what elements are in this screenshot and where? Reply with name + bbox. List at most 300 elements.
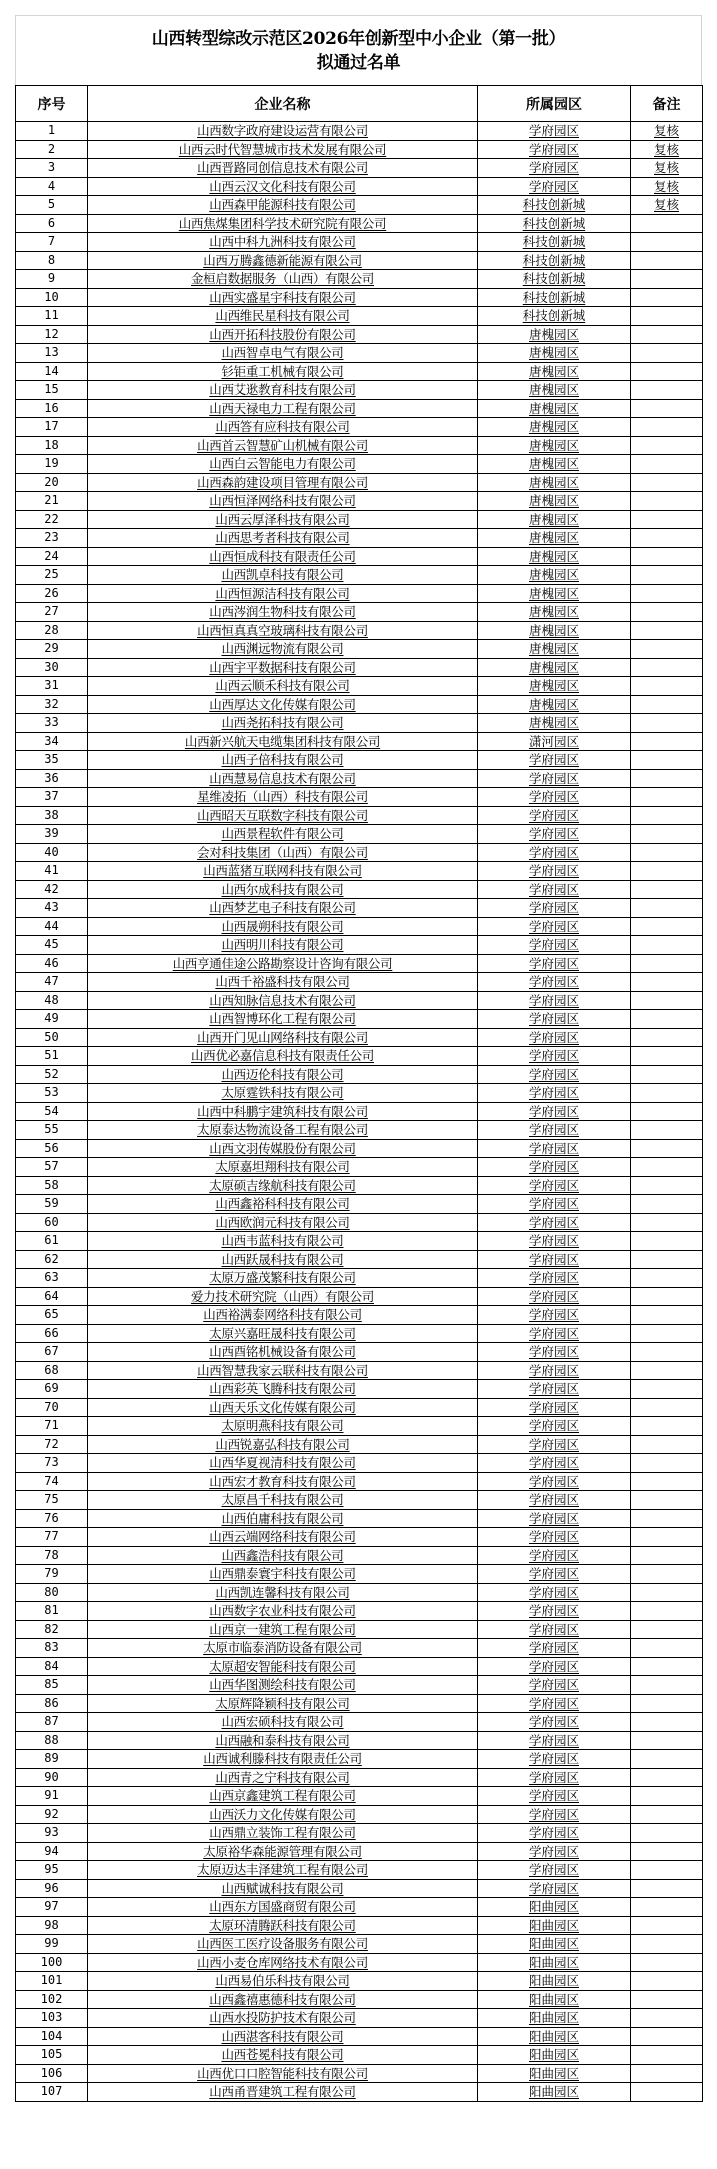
park-link[interactable]: 学府园区 — [528, 1658, 579, 1674]
company-name-link[interactable]: 太原硕吉缘航科技有限公司 — [209, 1177, 356, 1193]
park-link[interactable]: 学府园区 — [528, 1436, 579, 1452]
company-name-link[interactable]: 山西湛客科技有限公司 — [221, 2028, 344, 2044]
park-cell — [478, 122, 631, 141]
park-link[interactable]: 学府园区 — [528, 1029, 579, 1045]
park-link[interactable]: 学府园区 — [528, 807, 579, 823]
park-link[interactable]: 唐槐园区 — [528, 400, 579, 416]
company-name-link[interactable]: 山西景程软件有限公司 — [221, 826, 344, 842]
park-link[interactable]: 阳曲园区 — [528, 1954, 579, 1970]
company-name-link[interactable]: 山西京鑫建筑工程有限公司 — [209, 1788, 356, 1804]
company-name-link[interactable]: 山西智慧我家云联科技有限公司 — [197, 1362, 368, 1378]
company-name-link[interactable]: 太原嘉坦翔科技有限公司 — [215, 1159, 350, 1175]
table-row — [16, 325, 703, 344]
company-name-cell — [88, 1250, 478, 1269]
park-link[interactable]: 科技创新城 — [522, 215, 586, 231]
company-name-link[interactable]: 太原泰达物流设备工程有限公司 — [197, 1122, 368, 1138]
company-name-link[interactable]: 山西宇平数据科技有限公司 — [209, 659, 356, 675]
company-name-link[interactable]: 山西迈伦科技有限公司 — [221, 1066, 344, 1082]
remarks-cell — [631, 1028, 703, 1047]
table-row — [16, 1657, 703, 1676]
park-link[interactable]: 学府园区 — [528, 1751, 579, 1767]
remarks-cell — [631, 1213, 703, 1232]
park-link[interactable]: 学府园区 — [528, 1825, 579, 1841]
park-link[interactable]: 学府园区 — [528, 863, 579, 879]
company-name-link[interactable]: 山西云汉文化科技有限公司 — [209, 178, 356, 194]
park-link[interactable]: 学府园区 — [528, 752, 579, 768]
company-name-link[interactable]: 山西京一建筑工程有限公司 — [209, 1621, 356, 1637]
park-link[interactable]: 学府园区 — [528, 881, 579, 897]
remarks-cell — [631, 1417, 703, 1436]
company-name-link[interactable]: 山西开门见山网络科技有限公司 — [197, 1029, 368, 1045]
park-link[interactable]: 唐槐园区 — [528, 437, 579, 453]
park-cell — [478, 1713, 631, 1732]
company-name-cell — [88, 455, 478, 474]
company-name-link[interactable]: 太原辉降颖科技有限公司 — [215, 1695, 350, 1711]
park-cell — [478, 1491, 631, 1510]
park-link[interactable]: 学府园区 — [528, 1492, 579, 1508]
park-cell — [478, 362, 631, 381]
company-name-link[interactable]: 山西智博环化工程有限公司 — [209, 1011, 356, 1027]
company-name-link[interactable]: 山西白云智能电力有限公司 — [209, 456, 356, 472]
park-link[interactable]: 学府园区 — [528, 1455, 579, 1471]
table-row — [16, 603, 703, 622]
company-name-link[interactable]: 山西凯连馨科技有限公司 — [215, 1584, 350, 1600]
company-name-link[interactable]: 山西天乐文化传媒有限公司 — [209, 1399, 356, 1415]
park-link[interactable]: 科技创新城 — [522, 252, 586, 268]
park-cell — [478, 1472, 631, 1491]
remarks-cell — [631, 1620, 703, 1639]
park-link[interactable]: 学府园区 — [528, 1584, 579, 1600]
park-link[interactable]: 学府园区 — [528, 992, 579, 1008]
company-name-link[interactable]: 山西沃力文化传媒有限公司 — [209, 1806, 356, 1822]
company-name-cell — [88, 1269, 478, 1288]
remarks-cell — [631, 825, 703, 844]
park-link[interactable]: 阳曲园区 — [528, 2084, 579, 2100]
company-name-cell — [88, 862, 478, 881]
table-row — [16, 1195, 703, 1214]
company-name-link[interactable]: 山西天禄电力工程有限公司 — [209, 400, 356, 416]
serial-number-cell: 31 — [16, 677, 88, 696]
park-link[interactable]: 学府园区 — [528, 1714, 579, 1730]
company-name-link[interactable]: 山西答有应科技有限公司 — [215, 419, 350, 435]
company-name-link[interactable]: 山西东方国盛商贸有限公司 — [209, 1899, 356, 1915]
park-link[interactable]: 唐槐园区 — [528, 585, 579, 601]
company-name-link[interactable]: 山西晋路同创信息技术有限公司 — [197, 160, 368, 176]
company-name-link[interactable]: 山西伯庸科技有限公司 — [221, 1510, 344, 1526]
park-cell — [478, 677, 631, 696]
company-name-link[interactable]: 山西水投防护技术有限公司 — [209, 2010, 356, 2026]
park-link[interactable]: 学府园区 — [528, 1473, 579, 1489]
remarks-cell — [631, 1953, 703, 1972]
park-link[interactable]: 唐槐园区 — [528, 678, 579, 694]
park-link[interactable]: 唐槐园区 — [528, 326, 579, 342]
serial-number-cell: 51 — [16, 1047, 88, 1066]
company-name-link[interactable]: 山西鼎泰寰宇科技有限公司 — [209, 1566, 356, 1582]
park-link[interactable]: 学府园区 — [528, 937, 579, 953]
park-link[interactable]: 学府园区 — [528, 1048, 579, 1064]
park-link[interactable]: 学府园区 — [528, 974, 579, 990]
remarks-text: 复核 — [653, 123, 679, 139]
park-link[interactable]: 学府园区 — [528, 1621, 579, 1637]
company-name-link[interactable]: 山西渊远物流有限公司 — [221, 641, 344, 657]
remarks-cell — [631, 1879, 703, 1898]
park-link[interactable]: 学府园区 — [528, 1862, 579, 1878]
remarks-cell — [631, 732, 703, 751]
table-row — [16, 917, 703, 936]
header-company-name: 企业名称 — [88, 86, 478, 122]
company-name-link[interactable]: 太原霆铁科技有限公司 — [221, 1085, 344, 1101]
company-name-cell — [88, 1879, 478, 1898]
park-link[interactable]: 唐槐园区 — [528, 511, 579, 527]
company-name-link[interactable]: 山西实盛星宇科技有限公司 — [209, 289, 356, 305]
company-name-link[interactable]: 山西华夏视清科技有限公司 — [209, 1455, 356, 1471]
serial-number-cell: 63 — [16, 1269, 88, 1288]
park-link[interactable]: 学府园区 — [528, 918, 579, 934]
park-link[interactable]: 学府园区 — [528, 770, 579, 786]
serial-number-cell: 48 — [16, 991, 88, 1010]
park-link[interactable]: 阳曲园区 — [528, 2065, 579, 2081]
company-name-link[interactable]: 山西宏才教育科技有限公司 — [209, 1473, 356, 1489]
company-name-link[interactable]: 山西恒成科技有限责任公司 — [209, 548, 356, 564]
company-name-link[interactable]: 山西厚达文化传媒有限公司 — [209, 696, 356, 712]
company-name-link[interactable]: 山西明川科技有限公司 — [221, 937, 344, 953]
park-cell — [478, 695, 631, 714]
park-link[interactable]: 阳曲园区 — [528, 1973, 579, 1989]
serial-number-cell: 1 — [16, 122, 88, 141]
park-link[interactable]: 学府园区 — [528, 1603, 579, 1619]
remarks-cell — [631, 1676, 703, 1695]
park-link[interactable]: 唐槐园区 — [528, 474, 579, 490]
park-link[interactable]: 阳曲园区 — [528, 2010, 579, 2026]
company-name-link[interactable]: 山西甬晋建筑工程有限公司 — [209, 2084, 356, 2100]
company-name-link[interactable]: 山西韦蓝科技有限公司 — [221, 1233, 344, 1249]
company-name-link[interactable]: 山西优口口腔智能科技有限公司 — [197, 2065, 368, 2081]
park-link[interactable]: 阳曲园区 — [528, 2047, 579, 2063]
park-link[interactable]: 唐槐园区 — [528, 567, 579, 583]
park-link[interactable]: 学府园区 — [528, 1806, 579, 1822]
park-link[interactable]: 学府园区 — [528, 1640, 579, 1656]
park-link[interactable]: 唐槐园区 — [528, 363, 579, 379]
park-cell — [478, 214, 631, 233]
park-link[interactable]: 学府园区 — [528, 1288, 579, 1304]
remarks-cell — [631, 751, 703, 770]
park-link[interactable]: 学府园区 — [528, 1103, 579, 1119]
park-link[interactable]: 唐槐园区 — [528, 622, 579, 638]
company-name-link[interactable]: 太原昌千科技有限公司 — [221, 1492, 344, 1508]
park-link[interactable]: 唐槐园区 — [528, 456, 579, 472]
company-name-link[interactable]: 山西知脉信息技术有限公司 — [209, 992, 356, 1008]
company-name-cell — [88, 1842, 478, 1861]
park-link[interactable]: 学府园区 — [528, 1381, 579, 1397]
park-link[interactable]: 学府园区 — [528, 1307, 579, 1323]
park-link[interactable]: 学府园区 — [528, 1547, 579, 1563]
company-name-cell — [88, 1287, 478, 1306]
company-name-cell — [88, 196, 478, 215]
company-name-link[interactable]: 山西优必嘉信息科技有限责任公司 — [190, 1048, 374, 1064]
remarks-cell — [631, 584, 703, 603]
park-link[interactable]: 学府园区 — [528, 1196, 579, 1212]
table-row — [16, 140, 703, 159]
company-name-link[interactable]: 山西恒泽网络科技有限公司 — [209, 493, 356, 509]
company-name-cell — [88, 1176, 478, 1195]
park-link[interactable]: 阳曲园区 — [528, 2028, 579, 2044]
company-name-cell — [88, 1787, 478, 1806]
company-name-link[interactable]: 山西数字农业科技有限公司 — [209, 1603, 356, 1619]
park-link[interactable]: 学府园区 — [528, 1677, 579, 1693]
park-link[interactable]: 学府园区 — [528, 1085, 579, 1101]
company-name-link[interactable]: 山西鼎立装饰工程有限公司 — [209, 1825, 356, 1841]
park-link[interactable]: 唐槐园区 — [528, 604, 579, 620]
park-link[interactable]: 学府园区 — [528, 1177, 579, 1193]
park-link[interactable]: 学府园区 — [528, 1843, 579, 1859]
serial-number-cell: 6 — [16, 214, 88, 233]
remarks-cell — [631, 621, 703, 640]
company-name-link[interactable]: 山西涔润生物科技有限公司 — [209, 604, 356, 620]
serial-number-cell: 4 — [16, 177, 88, 196]
park-link[interactable]: 科技创新城 — [522, 308, 586, 324]
park-link[interactable]: 学府园区 — [528, 178, 579, 194]
company-name-link[interactable]: 山西医工医疗设备服务有限公司 — [197, 1936, 368, 1952]
company-name-link[interactable]: 星维凌拓（山西）科技有限公司 — [197, 789, 368, 805]
company-name-link[interactable]: 太原明燕科技有限公司 — [221, 1418, 344, 1434]
company-name-link[interactable]: 山西云顺禾科技有限公司 — [215, 678, 350, 694]
park-link[interactable]: 学府园区 — [528, 1399, 579, 1415]
park-link[interactable]: 学府园区 — [528, 1270, 579, 1286]
company-name-link[interactable]: 山西宏硕科技有限公司 — [221, 1714, 344, 1730]
company-name-cell — [88, 788, 478, 807]
park-link[interactable]: 学府园区 — [528, 1325, 579, 1341]
serial-number-cell: 8 — [16, 251, 88, 270]
park-link[interactable]: 阳曲园区 — [528, 1936, 579, 1952]
company-name-link[interactable]: 山西昭天互联数字科技有限公司 — [197, 807, 368, 823]
company-name-link[interactable]: 爱力技术研究院（山西）有限公司 — [190, 1288, 374, 1304]
company-name-link[interactable]: 山西融和泰科技有限公司 — [215, 1732, 350, 1748]
park-link[interactable]: 学府园区 — [528, 789, 579, 805]
company-name-link[interactable]: 山西云时代智慧城市技术发展有限公司 — [178, 141, 387, 157]
company-name-link[interactable]: 山西思考者科技有限公司 — [215, 530, 350, 546]
park-link[interactable]: 学府园区 — [528, 1251, 579, 1267]
park-link[interactable]: 学府园区 — [528, 1769, 579, 1785]
park-link[interactable]: 唐槐园区 — [528, 530, 579, 546]
park-link[interactable]: 学府园区 — [528, 844, 579, 860]
company-name-link[interactable]: 山西青之宁科技有限公司 — [215, 1769, 350, 1785]
park-link[interactable]: 学府园区 — [528, 1510, 579, 1526]
serial-number-cell: 76 — [16, 1509, 88, 1528]
park-link[interactable]: 学府园区 — [528, 1880, 579, 1896]
company-name-link[interactable]: 山西彩英飞腾科技有限公司 — [209, 1381, 356, 1397]
company-name-link[interactable]: 山西焦煤集团科学技术研究院有限公司 — [178, 215, 387, 231]
park-link[interactable]: 学府园区 — [528, 123, 579, 139]
company-name-link[interactable]: 金桓启数据服务（山西）有限公司 — [190, 271, 374, 287]
company-name-link[interactable]: 山西中科鹏宇建筑科技有限公司 — [197, 1103, 368, 1119]
company-name-link[interactable]: 山西云厚泽科技有限公司 — [215, 511, 350, 527]
company-name-link[interactable]: 山西欧润元科技有限公司 — [215, 1214, 350, 1230]
company-name-link[interactable]: 山西首云智慧矿山机械有限公司 — [197, 437, 368, 453]
remarks-cell — [631, 843, 703, 862]
park-cell — [478, 1158, 631, 1177]
company-name-link[interactable]: 山西云端网络科技有限公司 — [209, 1529, 356, 1545]
park-link[interactable]: 唐槐园区 — [528, 493, 579, 509]
company-name-link[interactable]: 山西千裕盛科技有限公司 — [215, 974, 350, 990]
park-link[interactable]: 学府园区 — [528, 900, 579, 916]
company-name-link[interactable]: 山西赋诚科技有限公司 — [221, 1880, 344, 1896]
park-cell — [478, 159, 631, 178]
park-link[interactable]: 学府园区 — [528, 1362, 579, 1378]
table-row — [16, 769, 703, 788]
park-link[interactable]: 学府园区 — [528, 1214, 579, 1230]
table-row — [16, 1546, 703, 1565]
park-cell — [478, 2083, 631, 2102]
company-name-link[interactable]: 太原兴嘉旺晟科技有限公司 — [209, 1325, 356, 1341]
table-row — [16, 1972, 703, 1991]
table-row — [16, 1454, 703, 1473]
document-sheet — [15, 15, 702, 2102]
company-name-link[interactable]: 山西晟朔科技有限公司 — [221, 918, 344, 934]
table-row — [16, 658, 703, 677]
serial-number-cell: 24 — [16, 547, 88, 566]
remarks-cell — [631, 325, 703, 344]
company-name-link[interactable]: 太原迈达丰泽建筑工程有限公司 — [197, 1862, 368, 1878]
park-link[interactable]: 阳曲园区 — [528, 1917, 579, 1933]
serial-number-cell: 21 — [16, 492, 88, 511]
company-name-link[interactable]: 山西亨通佳途公路勘察设计咨询有限公司 — [172, 955, 393, 971]
park-link[interactable]: 唐槐园区 — [528, 345, 579, 361]
company-name-link[interactable]: 山西文羽传媒股份有限公司 — [209, 1140, 356, 1156]
table-row — [16, 1713, 703, 1732]
park-link[interactable]: 学府园区 — [528, 1788, 579, 1804]
park-link[interactable]: 学府园区 — [528, 1233, 579, 1249]
serial-number-cell: 80 — [16, 1583, 88, 1602]
company-name-cell — [88, 714, 478, 733]
company-name-link[interactable]: 太原环清腾跃科技有限公司 — [209, 1917, 356, 1933]
company-name-cell — [88, 1084, 478, 1103]
park-link[interactable]: 学府园区 — [528, 1732, 579, 1748]
table-row — [16, 1953, 703, 1972]
company-name-cell — [88, 1195, 478, 1214]
company-name-link[interactable]: 山西数字政府建设运营有限公司 — [197, 123, 368, 139]
park-link[interactable]: 学府园区 — [528, 955, 579, 971]
company-name-link[interactable]: 山西慧易信息技术有限公司 — [209, 770, 356, 786]
company-name-link[interactable]: 太原超安智能科技有限公司 — [209, 1658, 356, 1674]
company-name-link[interactable]: 山西尔成科技有限公司 — [221, 881, 344, 897]
park-link[interactable]: 唐槐园区 — [528, 696, 579, 712]
park-link[interactable]: 唐槐园区 — [528, 715, 579, 731]
company-name-cell — [88, 1731, 478, 1750]
park-link[interactable]: 科技创新城 — [522, 197, 586, 213]
company-name-link[interactable]: 山西小麦仓库网络技术有限公司 — [197, 1954, 368, 1970]
company-name-link[interactable]: 山西锐嘉弘科技有限公司 — [215, 1436, 350, 1452]
park-link[interactable]: 学府园区 — [528, 141, 579, 157]
park-link[interactable]: 科技创新城 — [522, 289, 586, 305]
park-link[interactable]: 唐槐园区 — [528, 548, 579, 564]
company-name-link[interactable]: 山西智卓电气有限公司 — [221, 345, 344, 361]
table-row — [16, 788, 703, 807]
company-name-link[interactable]: 山西森甲能源科技有限公司 — [209, 197, 356, 213]
company-name-link[interactable]: 山西万腾鑫德新能源有限公司 — [203, 252, 362, 268]
remarks-cell — [631, 1972, 703, 1991]
remarks-cell — [631, 1343, 703, 1362]
park-link[interactable]: 学府园区 — [528, 1695, 579, 1711]
company-name-link[interactable]: 山西蓝猪互联网科技有限公司 — [203, 863, 362, 879]
park-link[interactable]: 学府园区 — [528, 826, 579, 842]
company-name-link[interactable]: 山西诚利滕科技有限责任公司 — [203, 1751, 362, 1767]
park-link[interactable]: 学府园区 — [528, 160, 579, 176]
company-name-link[interactable]: 山西易伯乐科技有限公司 — [215, 1973, 350, 1989]
company-name-link[interactable]: 太原裕华森能源管理有限公司 — [203, 1843, 362, 1859]
park-link[interactable]: 学府园区 — [528, 1344, 579, 1360]
remarks-cell — [631, 1435, 703, 1454]
park-link[interactable]: 阳曲园区 — [528, 1899, 579, 1915]
park-link[interactable]: 唐槐园区 — [528, 419, 579, 435]
park-link[interactable]: 学府园区 — [528, 1418, 579, 1434]
company-name-link[interactable]: 山西森韵建设项目管理有限公司 — [197, 474, 368, 490]
park-link[interactable]: 学府园区 — [528, 1159, 579, 1175]
company-name-link[interactable]: 山西恒真真空玻璃科技有限公司 — [197, 622, 368, 638]
park-link[interactable]: 唐槐园区 — [528, 641, 579, 657]
park-link[interactable]: 科技创新城 — [522, 234, 586, 250]
park-link[interactable]: 潇河园区 — [528, 733, 579, 749]
park-link[interactable]: 唐槐园区 — [528, 659, 579, 675]
company-name-link[interactable]: 山西梦艺电子科技有限公司 — [209, 900, 356, 916]
company-name-link[interactable]: 山西开拓科技股份有限公司 — [209, 326, 356, 342]
company-name-link[interactable]: 太原市临泰消防设备有限公司 — [203, 1640, 362, 1656]
park-link[interactable]: 学府园区 — [528, 1122, 579, 1138]
company-name-link[interactable]: 山西尧拓科技有限公司 — [221, 715, 344, 731]
company-name-link[interactable]: 山西新兴航天电缆集团科技有限公司 — [184, 733, 381, 749]
park-link[interactable]: 学府园区 — [528, 1140, 579, 1156]
remarks-cell — [631, 917, 703, 936]
company-name-link[interactable]: 山西跃晟科技有限公司 — [221, 1251, 344, 1267]
park-link[interactable]: 科技创新城 — [522, 271, 586, 287]
table-row — [16, 381, 703, 400]
remarks-cell — [631, 769, 703, 788]
park-cell — [478, 2027, 631, 2046]
serial-number-cell: 72 — [16, 1435, 88, 1454]
company-name-cell — [88, 1935, 478, 1954]
park-link[interactable]: 阳曲园区 — [528, 1991, 579, 2007]
park-link[interactable]: 学府园区 — [528, 1529, 579, 1545]
company-name-link[interactable]: 山西鑫裕科科技有限公司 — [215, 1196, 350, 1212]
company-name-link[interactable]: 山西子倍科技有限公司 — [221, 752, 344, 768]
company-name-link[interactable]: 山西维民星科技有限公司 — [215, 308, 350, 324]
park-cell — [478, 603, 631, 622]
company-name-link[interactable]: 山西艾逖教育科技有限公司 — [209, 382, 356, 398]
company-name-link[interactable]: 山西凯卓科技有限公司 — [221, 567, 344, 583]
company-name-cell — [88, 2009, 478, 2028]
company-name-link[interactable]: 山西鑫浩科技有限公司 — [221, 1547, 344, 1563]
company-name-link[interactable]: 会对科技集团（山西）有限公司 — [197, 844, 368, 860]
park-link[interactable]: 学府园区 — [528, 1066, 579, 1082]
company-name-link[interactable]: 山西华图测绘科技有限公司 — [209, 1677, 356, 1693]
company-name-link[interactable]: 山西中科九洲科技有限公司 — [209, 234, 356, 250]
park-link[interactable]: 学府园区 — [528, 1011, 579, 1027]
park-cell — [478, 1972, 631, 1991]
company-name-link[interactable]: 太原万盛茂繁科技有限公司 — [209, 1270, 356, 1286]
serial-number-cell: 15 — [16, 381, 88, 400]
park-link[interactable]: 唐槐园区 — [528, 382, 579, 398]
company-name-link[interactable]: 山西酉铭机械设备有限公司 — [209, 1344, 356, 1360]
company-name-link[interactable]: 山西苍冕科技有限公司 — [221, 2047, 344, 2063]
table-row — [16, 1343, 703, 1362]
company-name-link[interactable]: 钐钜重工机械有限公司 — [221, 363, 344, 379]
company-name-cell — [88, 1139, 478, 1158]
company-name-link[interactable]: 山西鑫禧惠德科技有限公司 — [209, 1991, 356, 2007]
remarks-cell — [631, 1694, 703, 1713]
park-link[interactable]: 学府园区 — [528, 1566, 579, 1582]
company-name-link[interactable]: 山西恒源洁科技有限公司 — [215, 585, 350, 601]
company-name-link[interactable]: 山西裕满泰网络科技有限公司 — [203, 1307, 362, 1323]
remarks-cell — [631, 492, 703, 511]
